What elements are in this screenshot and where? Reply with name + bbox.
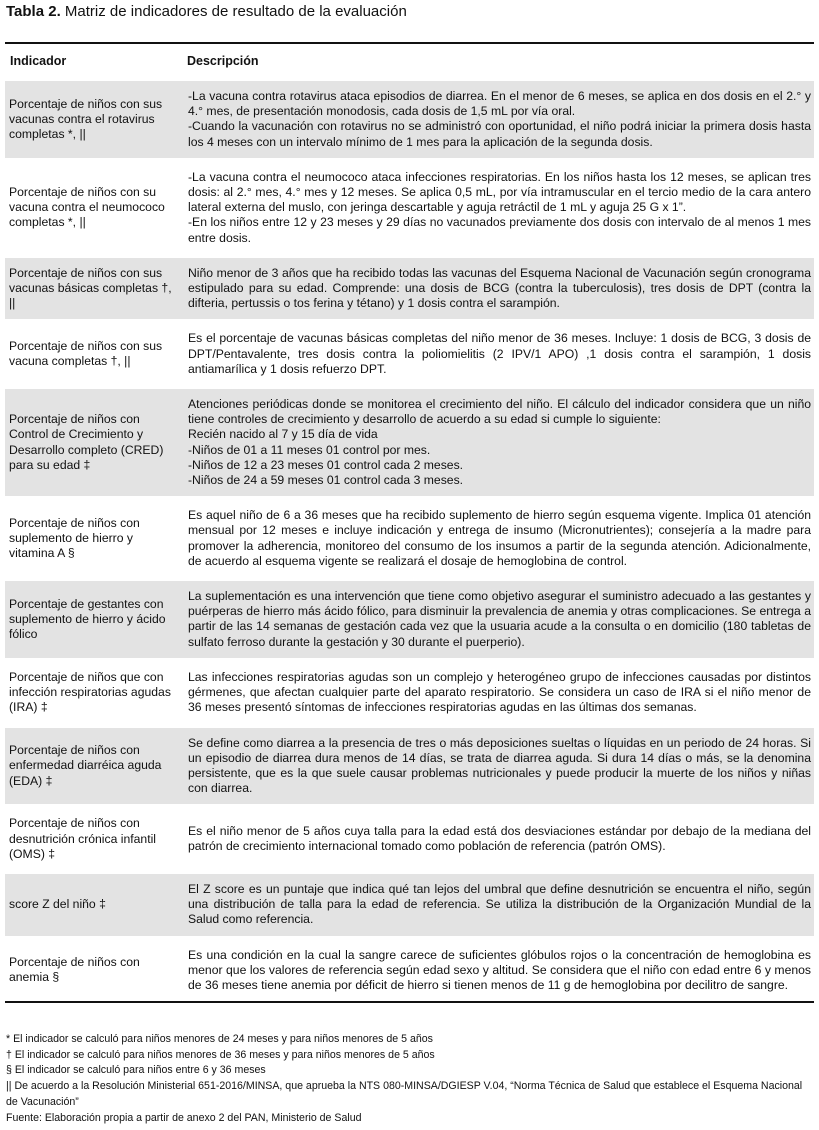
indicator-cell: Porcentaje de niños con sus vacuna completas †, || — [5, 321, 182, 387]
description-line: Se define como diarrea a la presencia de tres o más deposiciones sueltas o líquidas en un periodo de 24 horas. Si un episodio de diarrea dura menos de 14 días, se trata de diarrea aguda. Si dura 14 días o más, se la denomina persistente, que es la que suele causar problemas nutricionales y puede producir la muerte de los niños y niñas con diarrea. — [188, 735, 811, 796]
indicator-cell: Porcentaje de niños con su vacuna contra el neumococo completas *, || — [5, 160, 182, 256]
table-row — [5, 938, 814, 1003]
table-row — [5, 872, 814, 938]
description-line: -La vacuna contra rotavirus ataca episodios de diarrea. En el menor de 6 meses, se aplica en dos dosis en el 2.° y 4.° mes, de presentación monodosis, cada dosis de 1,5 mL por vía oral. — [188, 89, 811, 119]
indicator-cell: Porcentaje de niños con sus vacunas contra el rotavirus completas *, || — [5, 79, 182, 160]
description-line: Es el porcentaje de vacunas básicas completas del niño menor de 36 meses. Incluye: 1 dosis de BCG, 3 dosis de DPT/Pentavalente, tres dosis contra la poliomielitis (2 IPV/1 APO) ,1 dosis contra el sarampión, 1 dosis antiamarílica y 1 dosis refuerzo DPT. — [188, 331, 811, 376]
footnote: † El indicador se calculó para niños menores de 36 meses y para niños menores de 5 años — [6, 1048, 435, 1061]
indicator-cell: Porcentaje de niños con desnutrición crónica infantil (OMS) ‡ — [5, 806, 182, 872]
indicator-cell: Porcentaje de niños con suplemento de hierro y vitamina A § — [5, 498, 182, 579]
indicator-cell: Porcentaje de niños con Control de Crecimiento y Desarrollo completo (CRED) para su edad ‡ — [5, 387, 182, 498]
table-row — [5, 660, 814, 726]
table-header-row — [5, 44, 814, 79]
table-row — [5, 321, 814, 387]
indicators-table — [5, 44, 814, 1003]
description-line: -Niños de 24 a 59 meses 01 control cada 3 meses. — [188, 473, 464, 488]
description-line: -Cuando la vacunación con rotavirus no se administró con oportunidad, el niño podrá iniciar la primera dosis hasta los 4 meses con un intervalo mínimo de 1 mes para la aplicación de la segunda dosis. — [188, 119, 811, 149]
description-line: Es una condición en la cual la sangre carece de suficientes glóbulos rojos o la concentración de hemoglobina es menor que los valores de referencia según edad sexo y altitud. Se considera que el niño con edad entre 6 y menos de 36 meses tiene anemia por déficit de hierro si tienen menos de 11 g de hemoglobina por decilitro de sangre. — [188, 947, 811, 992]
description-cell — [182, 498, 814, 579]
indicator-cell: score Z del niño ‡ — [5, 872, 182, 938]
description-line: Recién nacido al 7 y 15 día de vida — [188, 427, 378, 442]
description-line: -En los niños entre 12 y 23 meses y 29 días no vacunados previamente dos dosis con intervalo de al menos 1 mes entre dosis. — [188, 215, 811, 245]
table-row — [5, 806, 814, 872]
description-cell — [182, 321, 814, 387]
table-row — [5, 579, 814, 660]
description-cell — [182, 660, 814, 726]
table-row — [5, 79, 814, 160]
description-cell — [182, 579, 814, 660]
header-descripcion: Descripción — [182, 44, 814, 79]
indicator-cell: Porcentaje de niños con anemia § — [5, 938, 182, 1003]
description-line: -Niños de 01 a 11 meses 01 control por mes. — [188, 442, 431, 457]
description-cell — [182, 806, 814, 872]
caption-label: Tabla 2. — [6, 3, 61, 20]
description-cell — [182, 160, 814, 256]
footnotes — [6, 1032, 814, 1126]
description-line: Atenciones periódicas donde se monitorea el crecimiento del niño. El cálculo del indicador considera que un niño tiene controles de crecimiento y desarrollo de acuerdo a su edad si cumple lo siguiente: — [188, 397, 811, 427]
description-line: El Z score es un puntaje que indica qué tan lejos del umbral que define desnutrición se encuentra el niño, según una distribución de talla para la edad de referencia. Se utiliza la distribución de la Organización Mundial de la Salud como referencia. — [188, 881, 811, 927]
description-cell — [182, 726, 814, 807]
description-cell — [182, 79, 814, 160]
table-row — [5, 726, 814, 807]
table-body — [5, 79, 814, 1002]
description-cell — [182, 256, 814, 322]
indicator-cell: Porcentaje de niños con sus vacunas básicas completas †, || — [5, 256, 182, 322]
footnote: * El indicador se calculó para niños menores de 24 meses y para niños menores de 5 años — [6, 1033, 433, 1045]
indicator-cell: Porcentaje de niños que con infección respiratorias agudas (IRA) ‡ — [5, 660, 182, 726]
table-caption — [6, 3, 407, 20]
table-row — [5, 498, 814, 579]
description-line: Niño menor de 3 años que ha recibido todas las vacunas del Esquema Nacional de Vacunación según cronograma estipulado para su edad. Comprende: una dosis de BCG (contra la tuberculosis), tres dosis de DPT (contra la difteria, pertussis o tos ferina y tétano) y 1 dosis contra el sarampión. — [188, 265, 811, 311]
table-row — [5, 387, 814, 498]
indicator-cell: Porcentaje de gestantes con suplemento de hierro y ácido fólico — [5, 579, 182, 660]
description-line: Las infecciones respiratorias agudas son un complejo y heterogéneo grupo de infecciones causadas por distintos gérmenes, que afectan cualquier parte del aparato respiratorio. Se considera un caso de IRA si el niño menor de 36 meses presentó síntomas de infecciones respiratorias agudas en las últimas dos semanas. — [188, 669, 811, 715]
description-line: Es aquel niño de 6 a 36 meses que ha recibido suplemento de hierro según esquema vigente. Implica 01 atención mensual por 12 meses e incluye indicación y entrega de insumo (Micronutrientes); consejería a la madre para promover la adherencia, monitoreo del consumo de los insumos a partir de la segunda atención. Adicionalmente, de acuerdo al esquema vigente se realizará el dosaje de hemoglobina de control. — [188, 508, 811, 568]
indicator-cell: Porcentaje de niños con enfermedad diarréica aguda (EDA) ‡ — [5, 726, 182, 807]
description-line: La suplementación es una intervención que tiene como objetivo asegurar el suministro adecuado a las gestantes y puérperas de hierro más ácido fólico, para disminuir la prevalencia de anemia y otras complicaciones. Se entrega a partir de las 14 semanas de gestación cada vez que la usuaria acude a la consulta o en domicilio (180 tabletas de sulfato ferroso durante la gestación y 30 durante el puerperio). — [188, 589, 811, 649]
table-row — [5, 256, 814, 322]
description-cell — [182, 938, 814, 1003]
footnote: § El indicador se calculó para niños entre 6 y 36 meses — [6, 1064, 266, 1077]
caption-title: Matriz de indicadores de resultado de la evaluación — [60, 3, 407, 20]
description-line: -La vacuna contra el neumococo ataca infecciones respiratorias. En los niños hasta los 12 meses, se aplican tres dosis: al 2.° mes, 4.° mes y 12 meses. Se aplica 0,5 mL, por vía intramuscular en el tercio medio de la cara antero lateral externa del muslo, con jeringa descartable y aguja retráctil de 1 mL y aguja 25 G x 1”. — [188, 169, 811, 215]
header-indicador: Indicador — [5, 44, 182, 79]
description-cell — [182, 872, 814, 938]
table-row — [5, 160, 814, 256]
description-cell — [182, 387, 814, 498]
description-line: Es el niño menor de 5 años cuya talla para la edad está dos desviaciones estándar por debajo de la mediana del patrón de crecimiento internacional tomado como población de referencia (patrón OMS). — [188, 823, 811, 854]
description-line: -Niños de 12 a 23 meses 01 control cada 2 meses. — [188, 457, 464, 472]
footnote: Fuente: Elaboración propia a partir de anexo 2 del PAN, Ministerio de Salud — [6, 1111, 362, 1124]
footnote: || De acuerdo a la Resolución Ministerial 651-2016/MINSA, que aprueba la NTS 080-MINSA/DGIESP V.04, “Norma Técnica de Salud que establece el Esquema Nacional de Vacunación” — [6, 1080, 803, 1108]
